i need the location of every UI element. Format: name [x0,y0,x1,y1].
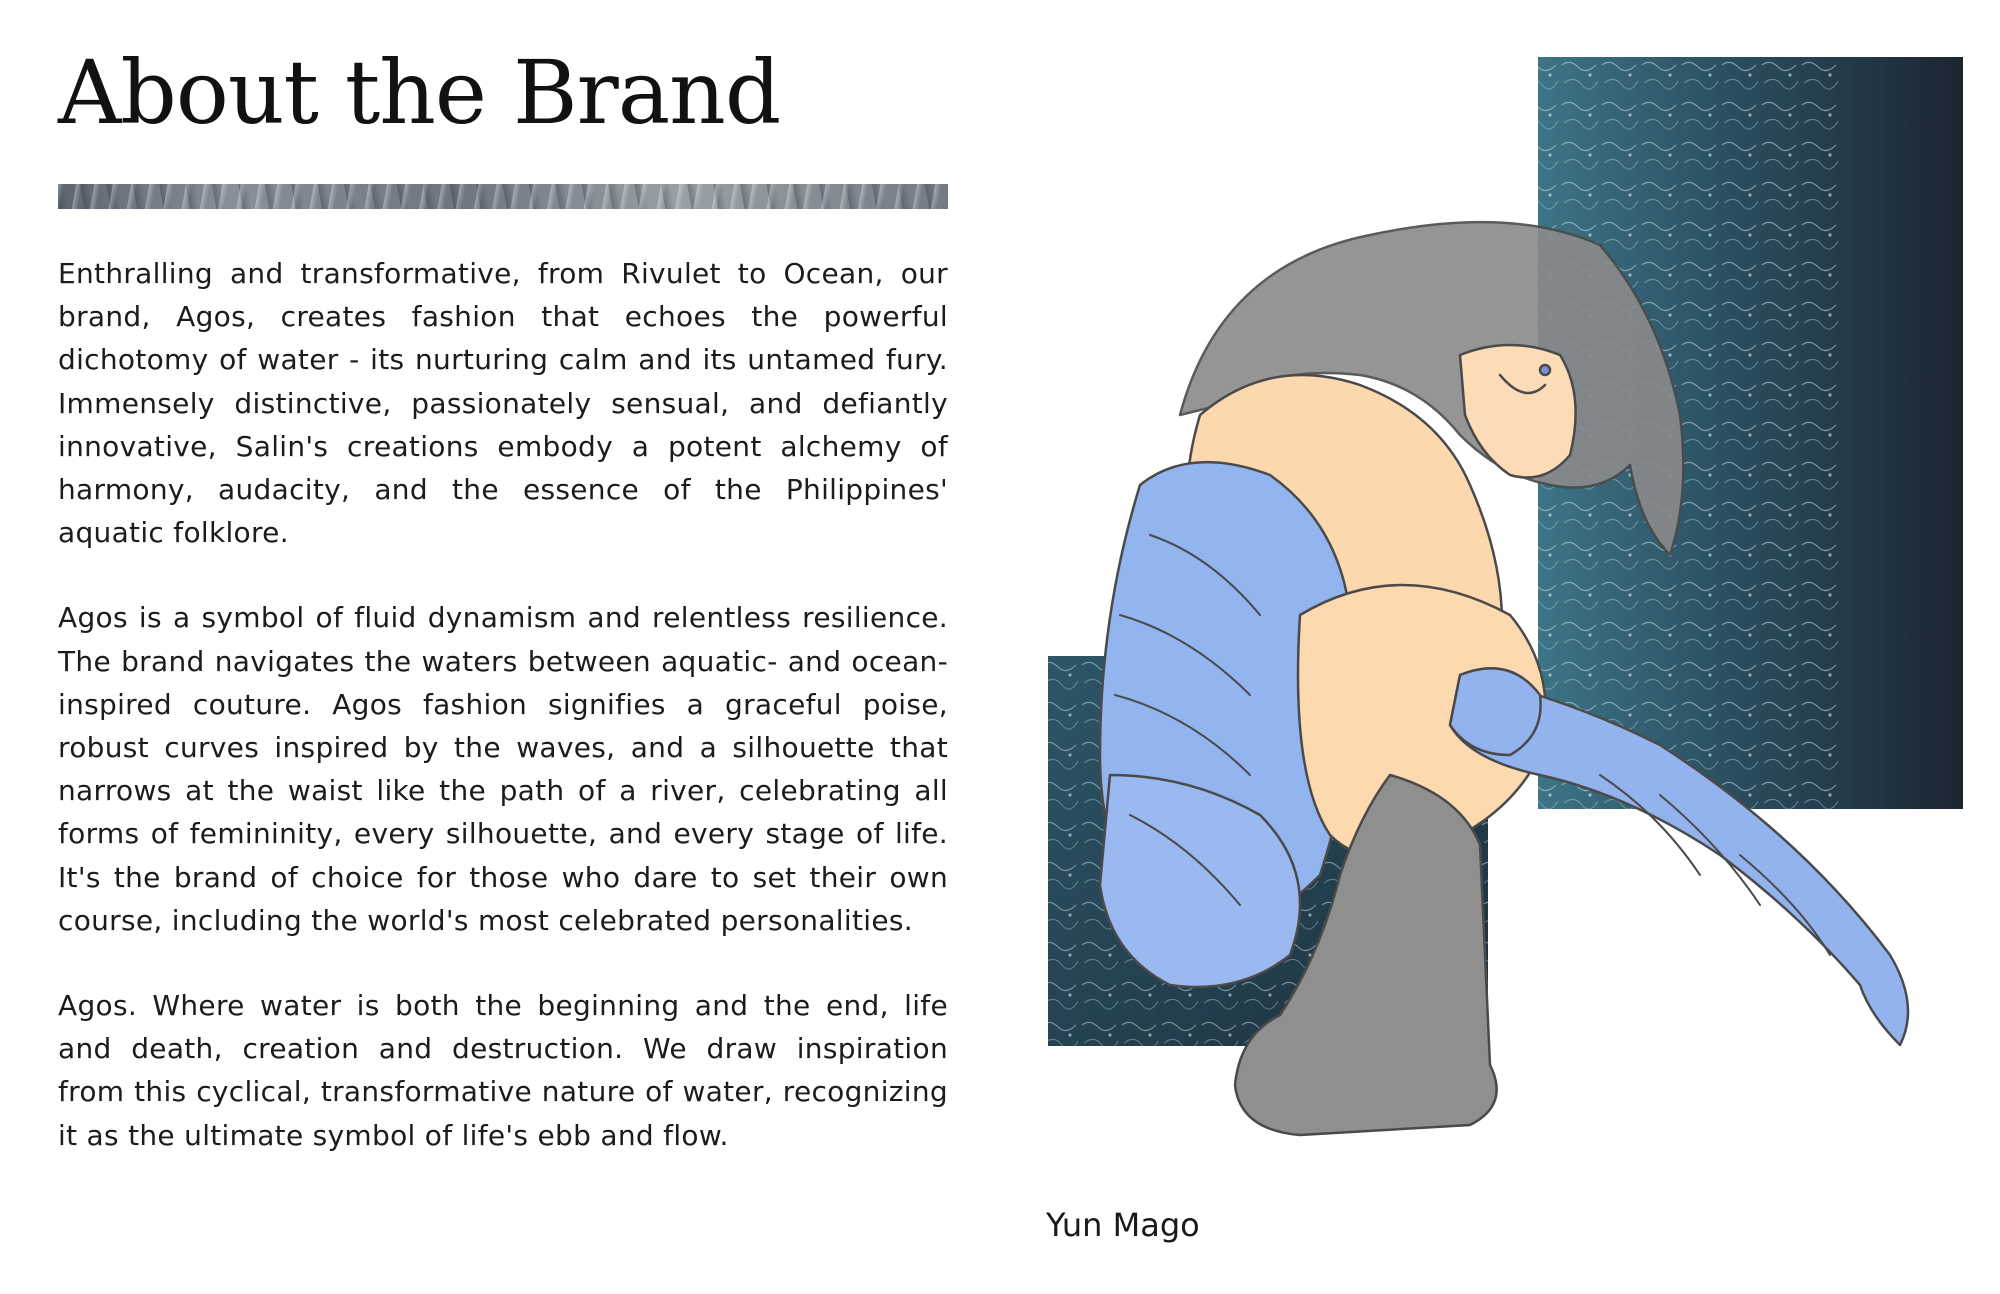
paragraph-symbol: Agos is a symbol of fluid dynamism and relentless resilience. The brand navigates the waters between aquatic- and ocean-inspired couture. Agos fashion signifies a graceful poise, robust curves inspired by the waves, and a silhouette that narrows at the waist like the path of a river, celebrating all forms of femininity, every silhouette, and every stage of life. It's the brand of choice for those who dare to set their own course, including the world's most celebrated personalities. [58,601,948,937]
paragraph-intro: Enthralling and transformative, from Rivulet to Ocean, our brand, Agos, creates fashion that echoes the powerful dichotomy of water - its nurturing calm and its untamed fury. Immensely distinctive, passionately sensual, and defiantly innovative, Salin's creations embody a potent alchemy of harmony, audacity, and the essence of the Philippines' aquatic folklore. [58,257,948,550]
water-banner-image [58,184,948,209]
brand-description [58,252,948,1199]
paragraph-closing: Agos. Where water is both the beginning and the end, life and death, creation and destruction. We draw inspiration from this cyclical, transformative nature of water, recognizing it as the ultimate symbol of life's ebb and flow. [58,989,948,1152]
illustration-svg [1040,55,1975,1165]
page-title: About the Brand [58,41,781,144]
artist-credit: Yun Mago [1046,1206,1200,1244]
fashion-illustration [1040,55,1975,1165]
